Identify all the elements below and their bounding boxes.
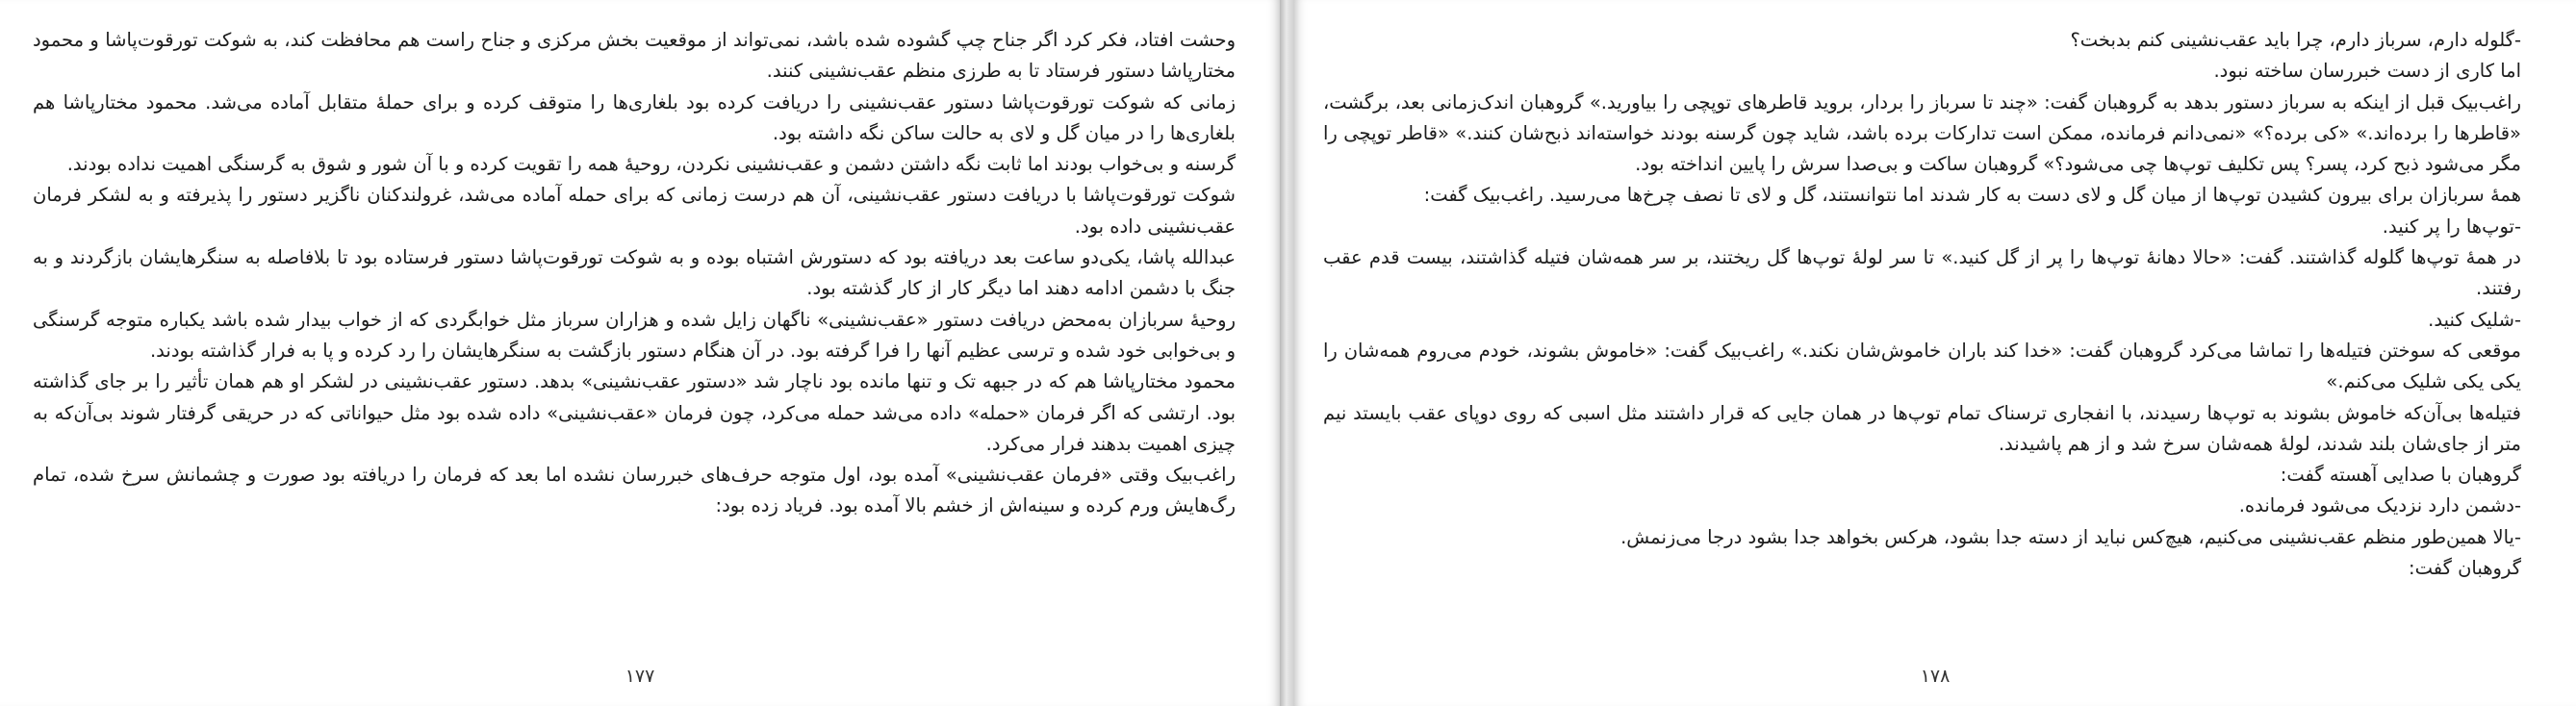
page-number-left: ۱۷۷ xyxy=(625,666,655,687)
right-page-text xyxy=(1323,25,2521,584)
left-page xyxy=(0,0,1280,706)
page-number-right: ۱۷۸ xyxy=(1920,666,1951,687)
paragraph: راغب‌بیک قبل از اینکه به سرباز دستور بدهد به گروهبان گفت: «چند تا سرباز را بردار، بروید قاطرهای توپچی را بیاورید.» گروهبان اندک‌زمانی بعد، برگشت، «قاطرها را برده‌اند.» «کی برده؟» «نمی‌دانم فرمانده، ممکن است تدارکات برده باشد، شاید چون گرسنه بودند خواسته‌اند ذبح‌شان کنند.» «قاطر توپچی را مگر می‌شود ذبح کرد، پسر؟ پس تکلیف توپ‌ها چی می‌شود؟» گروهبان ساکت و بی‌صدا سرش را پایین انداخته بود. xyxy=(1323,90,2521,176)
paragraph: روحیهٔ سربازان به‌محض دریافت دستور «عقب‌نشینی» ناگهان زایل شده و هزاران سرباز مثل خوابگردی که از خواب بیدار شده باشد یکباره متوجه گرسنگی و بی‌خوابی خود شده و ترسی عظیم آنها را فرا گرفته بود. در آن هنگام دستور بازگشت به سنگرهایشان را رد کرده و پا به فرار گذاشته بودند. xyxy=(33,308,1236,362)
paragraph: وحشت افتاد، فکر کرد اگر جناح چپ گشوده شده باشد، نمی‌تواند از موقعیت بخش مرکزی و جناح راست هم محافظت کند، به شوکت تورقوت‌پاشا و محمود مختارپاشا دستور فرستاد تا به طرزی منظم عقب‌نشینی کنند. xyxy=(33,29,1236,83)
paragraph: -دشمن دارد نزدیک می‌شود فرمانده. xyxy=(2238,494,2521,517)
paragraph: موقعی که سوختن فتیله‌ها را تماشا می‌کرد گروهبان گفت: «خدا کند باران خاموش‌شان نکند.» راغب‌بیک گفت: «خاموش بشوند، خودم می‌روم همه‌شان را یکی یکی شلیک می‌کنم.» xyxy=(1323,339,2521,393)
paragraph: زمانی که شوکت تورقوت‌پاشا دستور عقب‌نشینی را دریافت کرده بود بلغاری‌ها را متوقف کرده و برای حملهٔ متقابل آماده می‌شد. محمود مختارپاشا هم بلغاری‌ها را در میان گل و لای به حالت ساکن نگه داشته بود. xyxy=(33,90,1236,144)
paragraph: فتیله‌ها بی‌آن‌که خاموش بشوند به توپ‌ها رسیدند، با انفجاری ترسناک تمام توپ‌ها در همان جایی که قرار داشتند مثل اسبی که روی دوپای عقب بایستد نیم متر از جای‌شان بلند شدند، لولهٔ همه‌شان سرخ شد و از هم پاشیدند. xyxy=(1323,401,2521,455)
paragraph: -گلوله دارم، سرباز دارم، چرا باید عقب‌نشینی کنم بدبخت؟ xyxy=(2070,29,2521,51)
paragraph: در همهٔ توپ‌ها گلوله گذاشتند. گفت: «حالا دهانهٔ توپ‌ها را پر از گل کنید.» تا سر لولهٔ توپ‌ها گل ریختند، بر سر همه‌شان فتیله گذاشتند، بیست قدم عقب رفتند. xyxy=(1323,246,2521,300)
book-gutter xyxy=(1280,0,1294,706)
paragraph: -یالا همین‌طور منظم عقب‌نشینی می‌کنیم، هیچ‌کس نباید از دسته جدا بشود، هرکس بخواهد جدا بشود درجا می‌زنمش. xyxy=(1620,525,2521,548)
paragraph: شوکت تورقوت‌پاشا با دریافت دستور عقب‌نشینی، آن هم درست زمانی که برای حمله آماده می‌شد، غرولندکنان ناگزیر دستور را پذیرفته و به لشکر فرمان عقب‌نشینی داده بود. xyxy=(33,184,1236,238)
paragraph: راغب‌بیک وقتی «فرمان عقب‌نشینی» آمده بود، اول متوجه حرف‌های خبررسان نشده اما بعد که فرمان را دریافته بود صورت و چشمانش سرخ شده، تمام رگ‌هایش ورم کرده و سینه‌اش از خشم بالا آمده بود. فریاد زده بود: xyxy=(33,464,1236,517)
paragraph: -توپ‌ها را پر کنید. xyxy=(2382,214,2521,238)
paragraph: محمود مختارپاشا هم که در جبهه تک و تنها مانده بود ناچار شد «دستور عقب‌نشینی» بدهد. دستور عقب‌نشینی در لشکر او هم همان تأثیر را بر جای گذاشته بود. ارتشی که اگر فرمان «حمله» داده می‌شد حمله می‌کرد، چون فرمان «عقب‌نشینی» داده شده بود مثل حیواناتی که در حریقی گرفتار شوند بی‌آن‌که به چیزی اهمیت بدهند فرار می‌کرد. xyxy=(33,370,1236,455)
left-page-text xyxy=(33,25,1236,522)
paragraph: اما کاری از دست خبررسان ساخته نبود. xyxy=(2213,60,2521,83)
paragraph: گروهبان گفت: xyxy=(2409,557,2521,580)
paragraph: همهٔ سربازان برای بیرون کشیدن توپ‌ها از میان گل و لای دست به کار شدند اما نتوانستند، گل و لای تا نصف چرخ‌ها می‌رسید. راغب‌بیک گفت: xyxy=(1423,184,2521,207)
paragraph: -شلیک کنید. xyxy=(2428,308,2521,331)
paragraph: گروهبان با صدایی آهسته گفت: xyxy=(2280,464,2521,487)
paragraph: عبدالله پاشا، یکی‌دو ساعت بعد دریافته بود که دستورش اشتباه بوده و به شوکت تورقوت‌پاشا دستور فرستاده بود تا بلافاصله به سنگرهایشان بازگردند و به جنگ با دشمن ادامه دهند اما دیگر کار از کار گذشته بود. xyxy=(33,246,1236,300)
right-page xyxy=(1294,0,2576,706)
paragraph: گرسنه و بی‌خواب بودند اما ثابت نگه داشتن دشمن و عقب‌نشینی نکردن، روحیهٔ همه را تقویت کرده و با آن شور و شوق به گرسنگی اهمیت نداده بودند. xyxy=(66,153,1236,176)
